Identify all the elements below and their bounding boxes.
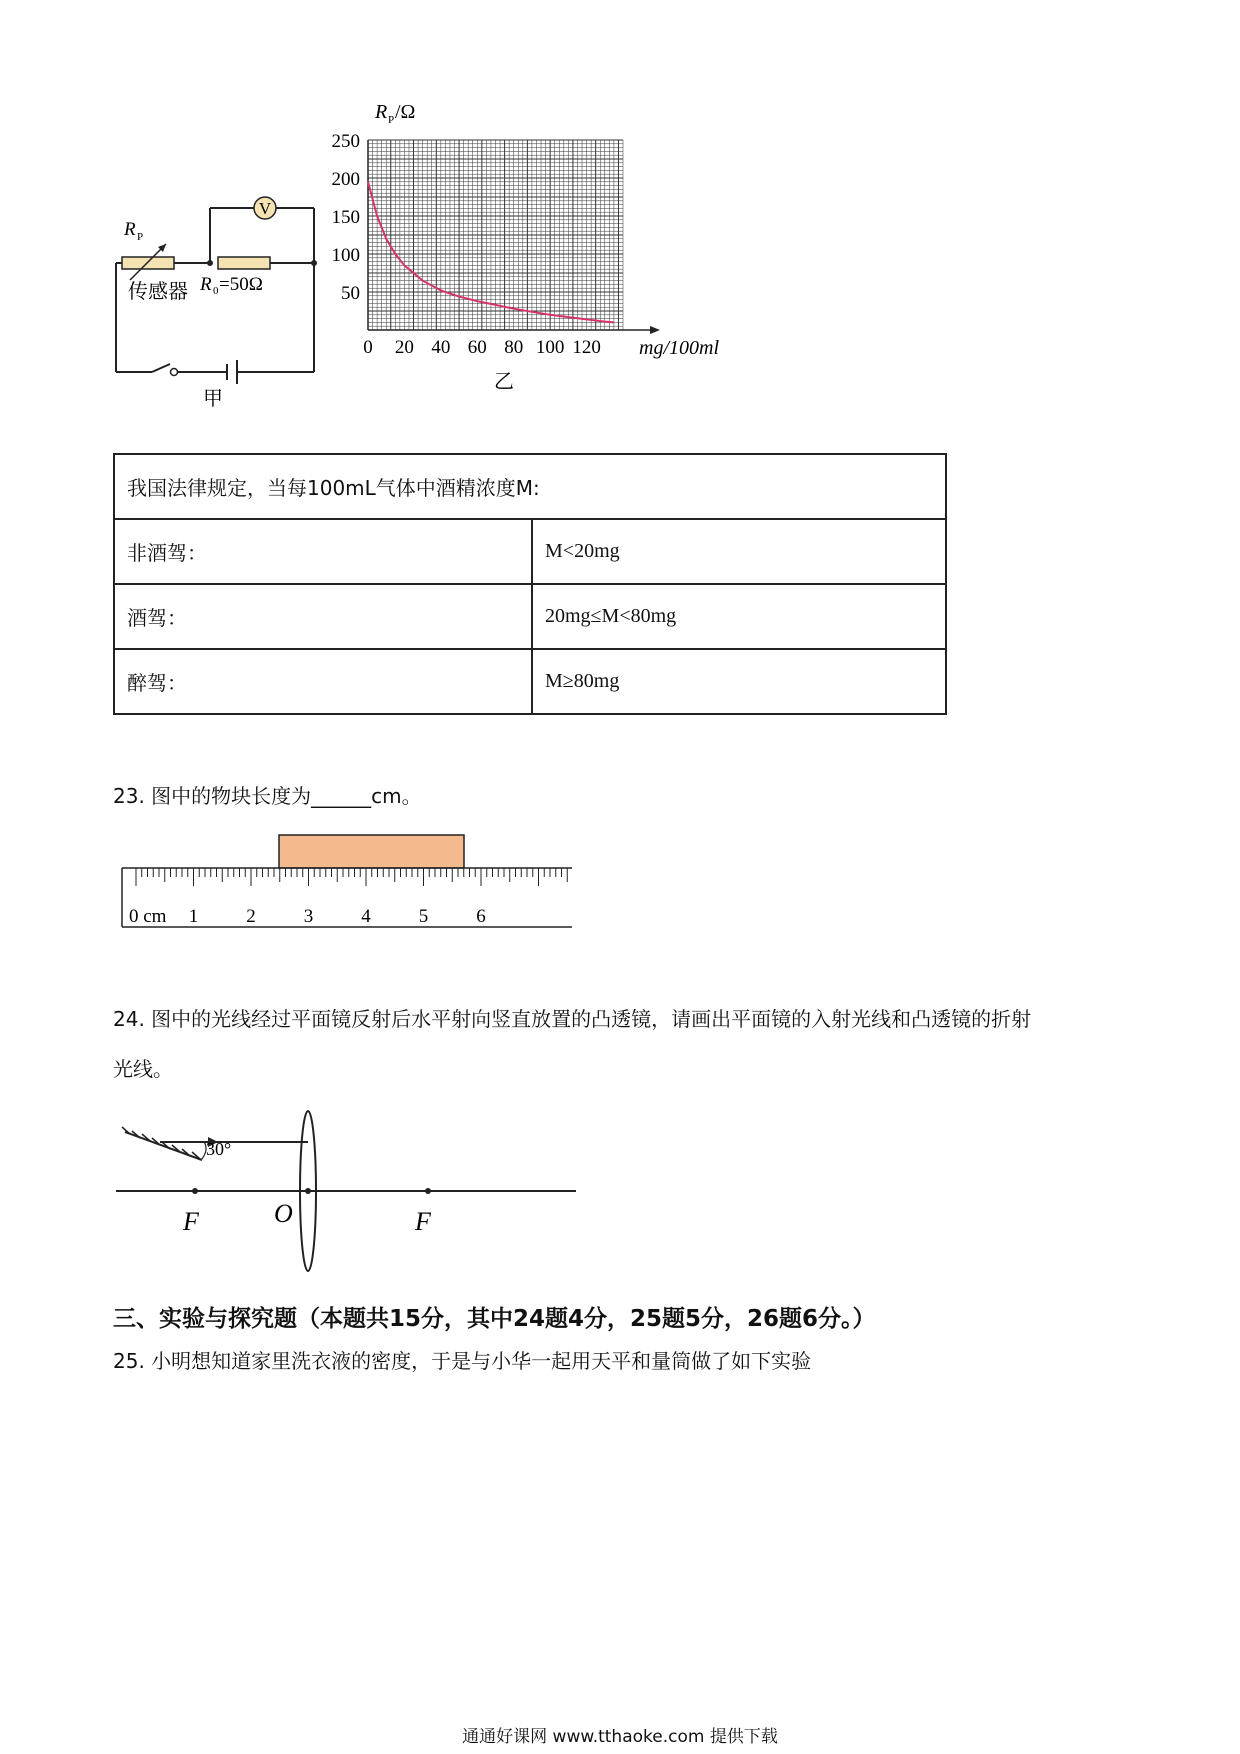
ruler-labels [129, 906, 486, 927]
table-row [114, 584, 946, 649]
voltmeter-label: V [258, 199, 272, 218]
table-cell-value: 20mg≤M<80mg [532, 584, 946, 649]
focus-right-label: F [415, 1207, 431, 1236]
focus-left-label: F [183, 1207, 199, 1236]
chart-y-tick-label: 50 [341, 283, 360, 304]
measured-block [279, 835, 464, 868]
chart-y-tick-label: 150 [331, 207, 360, 228]
chart-ylabel: R [375, 101, 388, 123]
chart-y-tick-label: 250 [331, 131, 360, 152]
ruler-ticks [136, 868, 567, 886]
chart-x-axis-arrow [650, 326, 660, 334]
table-cell-label: 醉驾： [114, 649, 532, 714]
chart-axes [368, 140, 660, 334]
table-cell-label: 酒驾： [114, 584, 532, 649]
table-row [114, 649, 946, 714]
rp-label: R [124, 219, 136, 240]
chart-x-tick-label: 0 [363, 337, 373, 358]
table-header-cell: 我国法律规定，当每100mL气体中酒精浓度M: [114, 454, 946, 519]
table-cell-label: 非酒驾： [114, 519, 532, 584]
r0-resistor [218, 257, 270, 269]
chart-ylabel-unit: /Ω [395, 101, 416, 123]
ruler-label: 6 [476, 906, 486, 927]
sensor-label: 传感器 [128, 279, 188, 303]
chart-x-tick-label: 60 [467, 337, 487, 358]
ruler-label: 4 [361, 906, 371, 927]
chart-x-tick-label: 120 [572, 337, 601, 358]
rp-concentration-chart [331, 100, 740, 440]
ruler-label: 3 [303, 906, 314, 927]
chart-grid [368, 140, 623, 330]
caption-jia: 甲 [203, 386, 223, 410]
chart-ylabel-sub: P [388, 114, 395, 126]
r0-subscript: 0 [213, 285, 219, 297]
ruler-label: 5 [418, 906, 429, 927]
chart-xlabel: mg/100ml [639, 337, 719, 359]
r0-label: R [200, 274, 212, 295]
question-25-text: 25. 小明想知道家里洗衣液的密度，于是与小华一起用天平和量筒做了如下实验 [113, 1349, 812, 1373]
chart-y-tick-label: 200 [331, 169, 360, 190]
chart-y-tick-label: 100 [331, 245, 360, 266]
table-row [114, 454, 946, 519]
question-24-text-line1: 24. 图中的光线经过平面镜反射后水平射向竖直放置的凸透镜，请画出平面镜的入射光线和凸透镜的折射 [113, 1007, 1032, 1031]
ruler-label: 0 cm [129, 906, 167, 927]
table-row [114, 519, 946, 584]
question-24-text-line2: 光线。 [113, 1057, 173, 1081]
plane-mirror [125, 1132, 202, 1160]
drunk-driving-law-table [113, 453, 947, 715]
lens-diagram [110, 1105, 590, 1275]
question-23-text: 23. 图中的物块长度为______cm。 [113, 784, 422, 808]
table-cell-value: M≥80mg [532, 649, 946, 714]
chart-tick-labels [332, 131, 601, 358]
rp-subscript: P [137, 231, 144, 243]
circuit-diagram-jia [100, 180, 340, 410]
ruler-figure [110, 830, 580, 940]
chart-x-tick-label: 20 [394, 337, 414, 358]
caption-yi: 乙 [494, 369, 514, 393]
chart-x-tick-label: 40 [431, 337, 451, 358]
section-3-title: 三、实验与探究题（本题共15分，其中24题4分，25题5分，26题6分。） [113, 1306, 876, 1332]
page-footer: 通通好课网 www.tthaoke.com 提供下载 [462, 1727, 778, 1747]
chart-x-tick-label: 100 [535, 337, 565, 358]
angle-label: 30° [206, 1139, 232, 1159]
table-cell-value: M<20mg [532, 519, 946, 584]
chart-x-tick-label: 80 [504, 337, 524, 358]
optical-center-label: O [274, 1199, 293, 1228]
r0-value: =50Ω [219, 274, 263, 295]
ruler-label: 1 [188, 906, 199, 927]
ruler-label: 2 [246, 906, 256, 927]
